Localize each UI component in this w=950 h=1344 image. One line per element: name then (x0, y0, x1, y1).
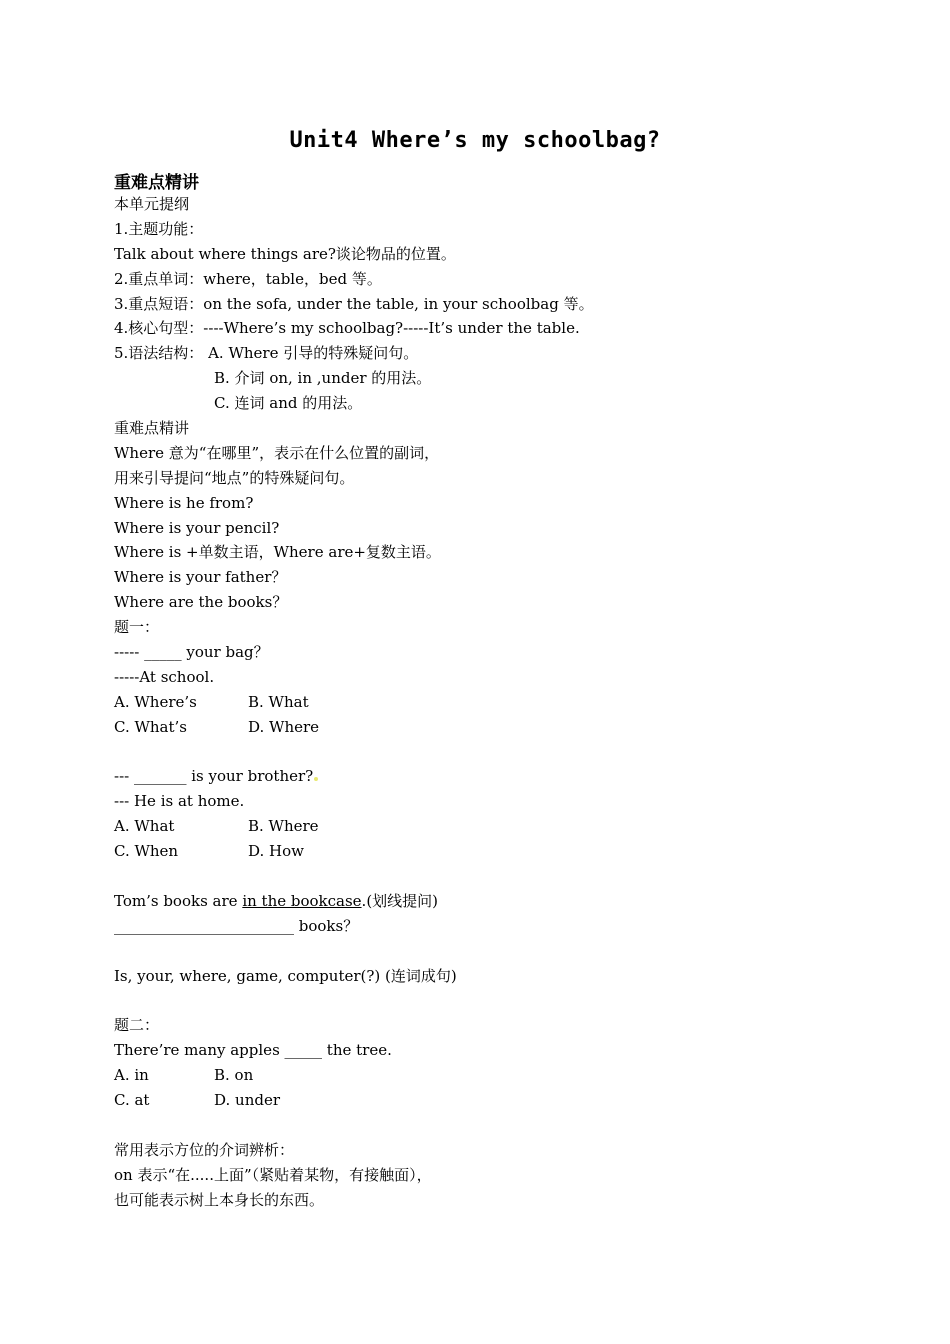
section-heading: 重难点精讲 (114, 173, 199, 193)
exercise-1-options-row-1 (114, 690, 854, 715)
exercise-1-question-a: ----- _____ your bag？ (114, 643, 269, 662)
option-b: B. on (214, 1066, 254, 1085)
spacer (114, 989, 854, 1014)
exercise-2-label: 题二： (114, 1016, 160, 1035)
grammar-c: C. 连词 and 的用法。 (214, 394, 363, 413)
word-order-question: Is, your, where, game, computer(?) (连词成句) (114, 966, 457, 985)
option-d: D. How (248, 842, 304, 861)
note-on-1: on 表示“在.....上面”（紧贴着某物，有接触面）， (114, 1165, 432, 1184)
outline-label: 本单元提纲 (114, 195, 190, 213)
page-title: Unit4 Where’s my schoolbag? (289, 128, 661, 153)
rewrite-answer: ________________________ books？ (114, 916, 359, 935)
spacer (114, 1113, 854, 1138)
exercise-1-label: 题一： (114, 618, 160, 637)
option-a: A. in (114, 1066, 149, 1085)
topic-label: 1.主题功能： (114, 219, 204, 238)
option-d: D. under (214, 1091, 280, 1110)
rewrite-prefix: Tom’s books are (114, 891, 243, 910)
example-3: Where is your father？ (114, 568, 287, 587)
topic-text: Talk about where things are?谈论物品的位置。 (114, 244, 456, 263)
exercise-2-options-row-2 (114, 1088, 854, 1113)
explain-label: 重难点精讲 (114, 419, 190, 438)
question-b-text: --- _______ is your brother? (114, 767, 314, 786)
exercise-2-options-row-1 (114, 1063, 854, 1088)
rewrite-question (114, 889, 854, 914)
notes-label: 常用表示方位的介词辨析： (114, 1140, 295, 1159)
key-phrases: 3.重点短语：on the sofa, under the table, in your schoolbag 等。 (114, 294, 594, 313)
option-c: C. at (114, 1091, 150, 1110)
spacer (114, 864, 854, 889)
example-2: Where is your pencil? (114, 518, 280, 537)
grammar-a: 5.语法结构： A. Where 引导的特殊疑问句。 (114, 344, 419, 363)
key-words: 2.重点单词：where，table，bed 等。 (114, 269, 382, 288)
exercise-1-answer-b: --- He is at home. (114, 792, 245, 811)
edit-mark (314, 777, 318, 781)
option-d: D. Where (248, 717, 320, 736)
exercise-1-answer-a: -----At school. (114, 667, 215, 686)
rewrite-suffix: .(划线提问) (361, 891, 439, 910)
where-usage: 用来引导提问“地点”的特殊疑问句。 (114, 468, 355, 487)
option-c: C. When (114, 842, 179, 861)
option-b: B. Where (248, 817, 319, 836)
core-sentence: 4.核心句型：----Where’s my schoolbag?-----It’s under the table. (114, 319, 580, 338)
example-1: Where is he from? (114, 493, 254, 512)
spacer (114, 740, 854, 765)
exercise-2-question: There’re many apples _____ the tree. (114, 1041, 392, 1060)
exercise-1b-options-row-1 (114, 814, 854, 839)
spacer (114, 939, 854, 964)
exercise-1b-options-row-2 (114, 839, 854, 864)
document-body (114, 192, 854, 1213)
option-c: C. What’s (114, 717, 187, 736)
where-rule: Where is +单数主语，Where are+复数主语。 (114, 543, 441, 562)
example-4: Where are the books？ (114, 593, 288, 612)
option-a: A. What (114, 817, 175, 836)
rewrite-underlined: in the bookcase (242, 891, 362, 910)
option-a: A. Where’s (114, 692, 197, 711)
option-b: B. What (248, 692, 309, 711)
where-meaning: Where 意为“在哪里”，表示在什么位置的副词， (114, 443, 440, 462)
grammar-b: B. 介词 on, in ,under 的用法。 (214, 369, 432, 388)
note-on-2: 也可能表示树上本身长的东西。 (114, 1190, 325, 1209)
exercise-1-options-row-2 (114, 715, 854, 740)
exercise-1-question-b (114, 764, 854, 789)
